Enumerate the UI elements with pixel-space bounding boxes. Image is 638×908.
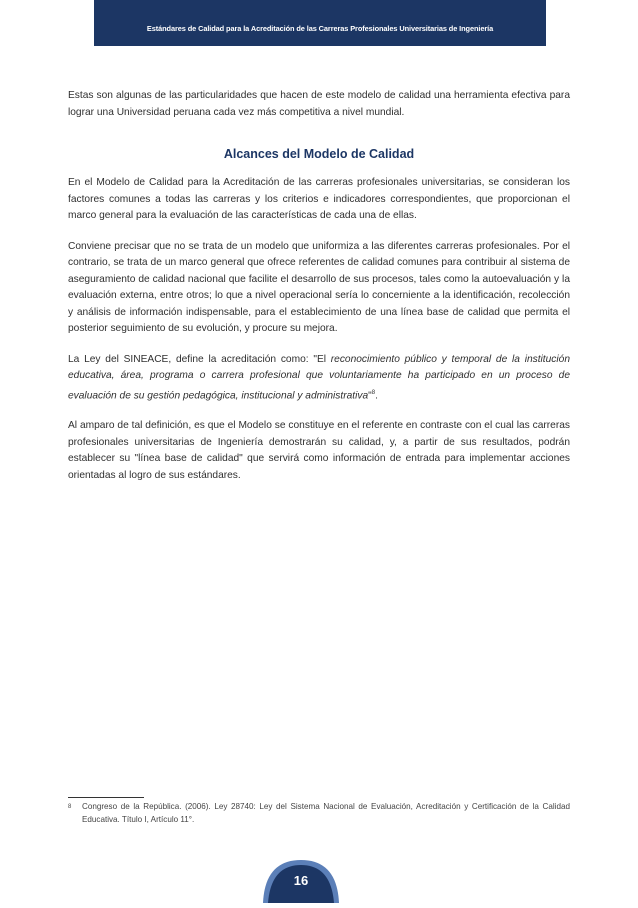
scope-paragraph-1: En el Modelo de Calidad para la Acreditación de las carreras profesionales universitarias, se consideran los factores comunes a todas las carreras y los criterios e indicadores correspondientes, que proporcionan el marco general para la evaluación de las características de cada una de ellas. [68,177,570,221]
header-band [94,0,546,46]
law-quote: reconocimiento público y temporal de la institución educativa, área, programa o carrera profesional que voluntariamente ha participado en un proceso de evaluación de su gestión pedagógica, institucional y administrativa [68,353,570,401]
intro-paragraph: Estas son algunas de las particularidades que hacen de este modelo de calidad una herramienta efectiva para lograr una Universidad peruana cada vez más competitiva a nivel mundial. [68,90,570,118]
law-suffix: " [368,389,372,401]
law-prefix: La Ley del SINEACE, define la acreditación como: "El [68,353,331,365]
footnote-text: Congreso de la República. (2006). Ley 28740: Ley del Sistema Nacional de Evaluación, Acreditación y Certificación de la Calidad Educativa. Título I, Artículo 11°. [82,802,570,824]
header-title: Estándares de Calidad para la Acreditación de las Carreras Profesionales Universitarias de Ingeniería [146,24,494,33]
page-number: 16 [293,873,309,888]
footnote-number: 8 [68,804,72,810]
page-number-tab [263,858,339,903]
scope-paragraph-2: Conviene precisar que no se trata de un modelo que uniformiza a las diferentes carreras profesionales. Por el contrario, se trata de un marco general que ofrece referentes de calidad comunes para contribuir al sistema de aseguramiento de calidad nacional que facilite el desarrollo de sus procesos, tales como la autoevaluación y la evaluación externa, entre otros; lo que a nivel operacional sería lo concerniente a la identificación, recolección y análisis de información indispensable, para el establecimiento de una línea base de calidad que permita el posterior seguimiento de su evolución, y procure su mejora. [68,240,570,334]
footnote-divider [68,797,144,798]
page-content [68,88,570,498]
section-heading: Alcances del Modelo de Calidad [223,147,415,161]
footnote-reference[interactable]: 8 [371,389,376,396]
law-end: . [375,389,378,401]
law-paragraph [68,352,570,405]
footnote [68,801,570,826]
closing-paragraph: Al amparo de tal definición, es que el Modelo se constituye en el referente en contraste con el cual las carreras profesionales universitarias de Ingeniería demostrarán su calidad, y, a partir de sus resultados, podrán establecer su "línea base de calidad" que servirá como información de entrada para implementar acciones orientadas al logro de sus estándares. [68,420,570,481]
